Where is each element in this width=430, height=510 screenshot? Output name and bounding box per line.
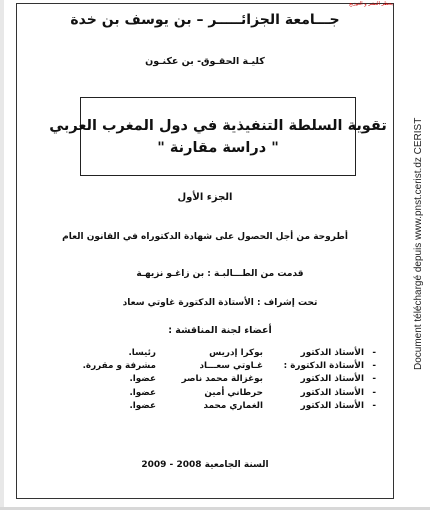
thesis-title-box [49, 97, 387, 176]
jury-member-row [40, 388, 376, 401]
jury-member-name: غـاوتي سعـــاد [199, 361, 263, 372]
jury-member-title: الأستاذ الدكتور [300, 387, 364, 398]
jury-heading: أعضاء لجنة المناقشة : [168, 325, 272, 336]
jury-dash: - [372, 374, 376, 385]
jury-list [40, 348, 376, 414]
jury-dash: - [372, 361, 376, 372]
university-name: جـــامعة الجزائـــــر – بن يوسف بن خدة [70, 12, 340, 28]
jury-member-row [40, 401, 376, 414]
jury-member-title: الأستاذة الدكتورة : [283, 361, 364, 372]
student-name: قدمت من الطـــالبـة : بن زاغـو نزيهـة [136, 269, 304, 279]
jury-member-row [40, 374, 376, 387]
jury-dash: - [372, 387, 376, 398]
thesis-purpose: أطروحة من أجل الحصول على شهادة الدكتوراه في القانون العام [62, 232, 348, 242]
jury-member-role: مشرفة و مقررة. [82, 361, 156, 372]
thesis-title-line-1: تقوية السلطة التنفيذية في دول المغرب العربي [49, 117, 387, 134]
page-left-edge [0, 0, 4, 510]
jury-member-name: الغماري محمد [203, 400, 263, 411]
jury-member-name: حرطاني أمين [204, 387, 263, 398]
jury-member-role: عضوا. [129, 374, 156, 385]
thesis-title-line-2: " دراسة مقارنة " [157, 139, 279, 156]
academic-year: السنة الجامعية 2008 - 2009 [141, 460, 269, 470]
jury-member-title: الأستاذ الدكتور [300, 348, 364, 358]
jury-member-title: الأستاذ الدكتور [300, 374, 364, 385]
jury-dash: - [372, 400, 376, 411]
faculty-name: كليـة الحقـوق- بن عكنـون [145, 56, 265, 67]
jury-member-row [40, 348, 376, 361]
jury-member-role: رئيسا. [128, 348, 156, 358]
jury-member-row [40, 361, 376, 374]
jury-member-role: عضوا. [129, 387, 156, 398]
volume-part: الجزء الأول [177, 192, 233, 203]
jury-dash: - [372, 348, 376, 358]
jury-member-role: عضوا. [129, 400, 156, 411]
download-stamp: Document téléchargé depuis www.pnst.cerist.dz CERIST [413, 117, 424, 370]
supervisor-name: تحت إشراف : الأستاذة الدكتورة غاوتي سعاد [122, 298, 318, 308]
jury-member-name: بوغزالة محمد ناصر [181, 374, 263, 385]
document-frame [16, 3, 394, 499]
corner-tag: يحظر النشر و التوزيع [349, 1, 393, 7]
jury-member-title: الأستاذ الدكتور [300, 400, 364, 411]
jury-member-name: بوكرا إدريس [209, 348, 263, 358]
